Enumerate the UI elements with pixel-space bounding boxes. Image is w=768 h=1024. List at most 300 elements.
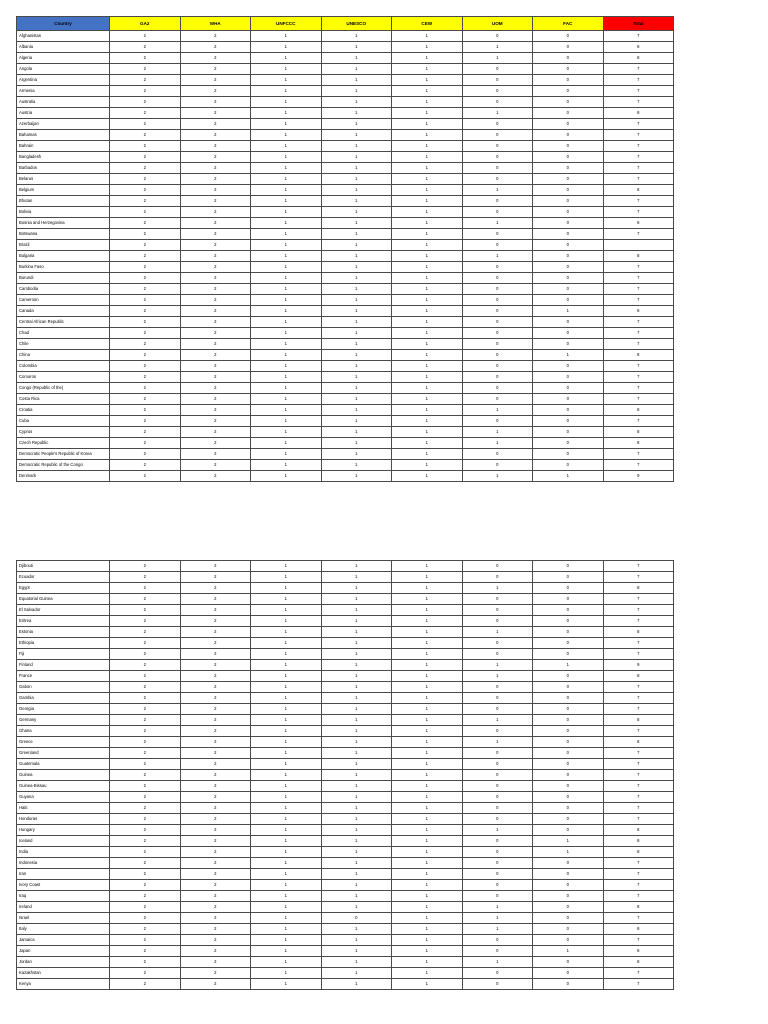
score-cell-unfccc: 1 bbox=[251, 682, 322, 693]
table-row bbox=[17, 141, 674, 152]
score-cell-cew: 1 bbox=[392, 583, 463, 594]
score-cell-cew: 1 bbox=[392, 262, 463, 273]
score-cell-wha: 2 bbox=[180, 229, 251, 240]
score-cell-cew: 1 bbox=[392, 847, 463, 858]
score-cell-uom: 0 bbox=[462, 97, 533, 108]
score-cell-unfccc: 1 bbox=[251, 594, 322, 605]
score-cell-wha: 2 bbox=[180, 97, 251, 108]
score-cell-cew: 1 bbox=[392, 693, 463, 704]
score-cell-total: 7 bbox=[603, 803, 674, 814]
score-cell-wha: 2 bbox=[180, 649, 251, 660]
score-cell-cew: 1 bbox=[392, 449, 463, 460]
score-cell-unesco: 1 bbox=[321, 262, 392, 273]
score-cell-fac: 0 bbox=[533, 97, 604, 108]
table-row bbox=[17, 427, 674, 438]
score-cell-unesco: 1 bbox=[321, 394, 392, 405]
score-cell-unfccc: 1 bbox=[251, 781, 322, 792]
score-cell-uom: 1 bbox=[462, 405, 533, 416]
score-cell-uom: 0 bbox=[462, 306, 533, 317]
score-cell-unfccc: 1 bbox=[251, 53, 322, 64]
score-cell-cew: 1 bbox=[392, 891, 463, 902]
score-cell-wha: 2 bbox=[180, 770, 251, 781]
score-cell-ga2: 2 bbox=[110, 671, 181, 682]
score-cell-fac: 0 bbox=[533, 207, 604, 218]
table-row bbox=[17, 913, 674, 924]
country-cell: Germany bbox=[17, 715, 110, 726]
country-cell: Bolivia bbox=[17, 207, 110, 218]
score-cell-uom: 0 bbox=[462, 262, 533, 273]
country-cell: Ivory Coast bbox=[17, 880, 110, 891]
country-cell: Algeria bbox=[17, 53, 110, 64]
score-cell-unesco: 1 bbox=[321, 946, 392, 957]
score-cell-unfccc: 1 bbox=[251, 561, 322, 572]
score-cell-ga2: 2 bbox=[110, 383, 181, 394]
score-cell-ga2: 2 bbox=[110, 328, 181, 339]
score-cell-fac: 0 bbox=[533, 726, 604, 737]
score-cell-total: 8 bbox=[603, 185, 674, 196]
score-cell-unesco: 1 bbox=[321, 284, 392, 295]
score-cell-wha: 2 bbox=[180, 163, 251, 174]
score-cell-uom: 0 bbox=[462, 946, 533, 957]
score-cell-fac: 0 bbox=[533, 979, 604, 990]
score-cell-total: 7 bbox=[603, 130, 674, 141]
score-cell-unesco: 1 bbox=[321, 682, 392, 693]
score-cell-uom: 0 bbox=[462, 141, 533, 152]
score-cell-unfccc: 1 bbox=[251, 163, 322, 174]
table-row bbox=[17, 891, 674, 902]
score-cell-unfccc: 1 bbox=[251, 240, 322, 251]
country-cell: Gabon bbox=[17, 682, 110, 693]
score-cell-ga2: 2 bbox=[110, 339, 181, 350]
score-cell-wha: 2 bbox=[180, 31, 251, 42]
score-cell-cew: 1 bbox=[392, 207, 463, 218]
score-cell-fac: 0 bbox=[533, 339, 604, 350]
score-cell-unfccc: 1 bbox=[251, 460, 322, 471]
score-cell-unesco: 1 bbox=[321, 75, 392, 86]
country-cell: Honduras bbox=[17, 814, 110, 825]
score-cell-wha: 2 bbox=[180, 968, 251, 979]
table-body bbox=[17, 561, 674, 990]
score-cell-fac: 0 bbox=[533, 394, 604, 405]
score-cell-unfccc: 1 bbox=[251, 671, 322, 682]
country-cell: Bangladesh bbox=[17, 152, 110, 163]
score-cell-uom: 1 bbox=[462, 660, 533, 671]
score-cell-total: 7 bbox=[603, 97, 674, 108]
header-row bbox=[17, 17, 674, 31]
table-row bbox=[17, 174, 674, 185]
score-cell-cew: 1 bbox=[392, 715, 463, 726]
score-cell-uom: 1 bbox=[462, 737, 533, 748]
score-cell-ga2: 2 bbox=[110, 880, 181, 891]
score-cell-ga2: 2 bbox=[110, 196, 181, 207]
score-cell-unfccc: 1 bbox=[251, 405, 322, 416]
score-cell-cew: 1 bbox=[392, 671, 463, 682]
score-cell-wha: 2 bbox=[180, 858, 251, 869]
score-cell-unfccc: 1 bbox=[251, 660, 322, 671]
score-cell-uom: 0 bbox=[462, 317, 533, 328]
score-cell-ga2: 2 bbox=[110, 858, 181, 869]
score-cell-cew: 1 bbox=[392, 759, 463, 770]
score-cell-wha: 2 bbox=[180, 53, 251, 64]
score-cell-wha: 2 bbox=[180, 594, 251, 605]
score-cell-total: 8 bbox=[603, 671, 674, 682]
score-cell-cew: 1 bbox=[392, 572, 463, 583]
score-cell-uom: 0 bbox=[462, 616, 533, 627]
table-row bbox=[17, 53, 674, 64]
country-cell: Armenia bbox=[17, 86, 110, 97]
score-cell-unesco: 1 bbox=[321, 361, 392, 372]
country-cell: Ireland bbox=[17, 902, 110, 913]
score-cell-total: 7 bbox=[603, 394, 674, 405]
score-cell-total: 7 bbox=[603, 361, 674, 372]
header-cew: CEW bbox=[392, 17, 463, 31]
score-cell-uom: 0 bbox=[462, 891, 533, 902]
country-cell: Burundi bbox=[17, 273, 110, 284]
score-cell-unesco: 1 bbox=[321, 748, 392, 759]
score-cell-unesco: 1 bbox=[321, 53, 392, 64]
score-cell-unfccc: 1 bbox=[251, 759, 322, 770]
score-cell-cew: 1 bbox=[392, 561, 463, 572]
score-cell-ga2: 2 bbox=[110, 902, 181, 913]
score-cell-unfccc: 1 bbox=[251, 328, 322, 339]
score-cell-total: 7 bbox=[603, 75, 674, 86]
score-cell-cew: 1 bbox=[392, 616, 463, 627]
score-cell-wha: 2 bbox=[180, 174, 251, 185]
score-cell-total: 7 bbox=[603, 460, 674, 471]
score-cell-ga2: 2 bbox=[110, 361, 181, 372]
table-row bbox=[17, 770, 674, 781]
score-cell-cew: 1 bbox=[392, 924, 463, 935]
score-cell-unfccc: 1 bbox=[251, 616, 322, 627]
table-row bbox=[17, 163, 674, 174]
score-cell-total: 7 bbox=[603, 880, 674, 891]
score-cell-total: 7 bbox=[603, 273, 674, 284]
score-cell-uom: 0 bbox=[462, 781, 533, 792]
country-cell: Jordan bbox=[17, 957, 110, 968]
score-cell-fac: 0 bbox=[533, 781, 604, 792]
score-cell-fac: 0 bbox=[533, 792, 604, 803]
score-cell-unfccc: 1 bbox=[251, 913, 322, 924]
score-cell-unfccc: 1 bbox=[251, 383, 322, 394]
score-cell-unfccc: 1 bbox=[251, 262, 322, 273]
score-cell-wha: 2 bbox=[180, 792, 251, 803]
table-row bbox=[17, 152, 674, 163]
score-cell-cew: 1 bbox=[392, 803, 463, 814]
score-cell-fac: 0 bbox=[533, 638, 604, 649]
score-cell-cew: 1 bbox=[392, 968, 463, 979]
score-cell-total: 7 bbox=[603, 682, 674, 693]
score-cell-unfccc: 1 bbox=[251, 891, 322, 902]
score-cell-ga2: 2 bbox=[110, 704, 181, 715]
score-cell-ga2: 2 bbox=[110, 968, 181, 979]
score-cell-unesco: 1 bbox=[321, 240, 392, 251]
header-total: Total bbox=[603, 17, 674, 31]
country-cell: Bahrain bbox=[17, 141, 110, 152]
score-cell-uom: 1 bbox=[462, 42, 533, 53]
table-body bbox=[17, 31, 674, 482]
score-cell-wha: 2 bbox=[180, 869, 251, 880]
country-cell: Afghanistan bbox=[17, 31, 110, 42]
score-cell-wha: 2 bbox=[180, 748, 251, 759]
score-cell-ga2: 2 bbox=[110, 979, 181, 990]
country-cell: Italy bbox=[17, 924, 110, 935]
country-cell: Central African Republic bbox=[17, 317, 110, 328]
score-cell-unfccc: 1 bbox=[251, 427, 322, 438]
score-cell-unfccc: 1 bbox=[251, 572, 322, 583]
score-cell-uom: 0 bbox=[462, 759, 533, 770]
table-row bbox=[17, 262, 674, 273]
score-cell-cew: 1 bbox=[392, 836, 463, 847]
country-cell: Czech Republic bbox=[17, 438, 110, 449]
score-cell-ga2: 2 bbox=[110, 781, 181, 792]
table-row bbox=[17, 350, 674, 361]
score-cell-ga2: 2 bbox=[110, 605, 181, 616]
country-cell: Japan bbox=[17, 946, 110, 957]
score-cell-cew: 1 bbox=[392, 913, 463, 924]
score-cell-fac: 0 bbox=[533, 737, 604, 748]
table-row bbox=[17, 306, 674, 317]
score-cell-total: 7 bbox=[603, 196, 674, 207]
score-cell-wha: 2 bbox=[180, 306, 251, 317]
country-cell: Haiti bbox=[17, 803, 110, 814]
score-cell-fac: 0 bbox=[533, 803, 604, 814]
score-cell-ga2: 2 bbox=[110, 295, 181, 306]
country-cell: Iraq bbox=[17, 891, 110, 902]
score-cell-total: 7 bbox=[603, 649, 674, 660]
score-cell-cew: 1 bbox=[392, 251, 463, 262]
table-row bbox=[17, 119, 674, 130]
score-cell-ga2: 2 bbox=[110, 31, 181, 42]
score-cell-unfccc: 1 bbox=[251, 649, 322, 660]
country-cell: Eritrea bbox=[17, 616, 110, 627]
score-cell-unesco: 1 bbox=[321, 218, 392, 229]
score-cell-cew: 1 bbox=[392, 704, 463, 715]
score-cell-uom: 0 bbox=[462, 361, 533, 372]
score-cell-ga2: 2 bbox=[110, 825, 181, 836]
table-row bbox=[17, 394, 674, 405]
score-cell-wha: 2 bbox=[180, 350, 251, 361]
score-cell-fac: 0 bbox=[533, 759, 604, 770]
score-cell-ga2: 2 bbox=[110, 460, 181, 471]
table-row bbox=[17, 649, 674, 660]
score-cell-unfccc: 1 bbox=[251, 627, 322, 638]
score-cell-fac: 0 bbox=[533, 383, 604, 394]
score-cell-ga2: 2 bbox=[110, 163, 181, 174]
score-cell-unesco: 1 bbox=[321, 781, 392, 792]
score-cell-fac: 0 bbox=[533, 108, 604, 119]
score-cell-ga2: 2 bbox=[110, 108, 181, 119]
score-cell-total: 7 bbox=[603, 693, 674, 704]
score-cell-unfccc: 1 bbox=[251, 218, 322, 229]
score-cell-cew: 1 bbox=[392, 240, 463, 251]
score-cell-fac: 0 bbox=[533, 605, 604, 616]
score-cell-unfccc: 1 bbox=[251, 207, 322, 218]
score-cell-uom: 0 bbox=[462, 75, 533, 86]
score-cell-ga2: 2 bbox=[110, 174, 181, 185]
score-cell-unfccc: 1 bbox=[251, 185, 322, 196]
score-cell-unfccc: 1 bbox=[251, 693, 322, 704]
score-cell-cew: 1 bbox=[392, 339, 463, 350]
score-cell-wha: 2 bbox=[180, 671, 251, 682]
score-cell-wha: 2 bbox=[180, 141, 251, 152]
country-cell: El Salvador bbox=[17, 605, 110, 616]
score-cell-ga2: 2 bbox=[110, 836, 181, 847]
table-row bbox=[17, 726, 674, 737]
score-cell-unfccc: 1 bbox=[251, 902, 322, 913]
table-row bbox=[17, 64, 674, 75]
score-cell-ga2: 2 bbox=[110, 715, 181, 726]
table-row bbox=[17, 405, 674, 416]
score-cell-fac: 0 bbox=[533, 438, 604, 449]
score-cell-ga2: 2 bbox=[110, 229, 181, 240]
score-cell-cew: 1 bbox=[392, 781, 463, 792]
score-cell-total: 7 bbox=[603, 372, 674, 383]
score-cell-unfccc: 1 bbox=[251, 638, 322, 649]
score-cell-ga2: 2 bbox=[110, 649, 181, 660]
country-cell: Guinea bbox=[17, 770, 110, 781]
score-cell-unfccc: 1 bbox=[251, 968, 322, 979]
score-cell-unesco: 1 bbox=[321, 847, 392, 858]
score-cell-wha: 2 bbox=[180, 627, 251, 638]
country-cell: Barbados bbox=[17, 163, 110, 174]
score-cell-ga2: 2 bbox=[110, 583, 181, 594]
score-cell-ga2: 2 bbox=[110, 759, 181, 770]
score-cell-unesco: 1 bbox=[321, 108, 392, 119]
score-cell-ga2: 2 bbox=[110, 561, 181, 572]
score-cell-ga2: 2 bbox=[110, 306, 181, 317]
score-cell-wha: 2 bbox=[180, 902, 251, 913]
score-cell-ga2: 2 bbox=[110, 130, 181, 141]
score-cell-fac: 0 bbox=[533, 924, 604, 935]
score-cell-wha: 2 bbox=[180, 196, 251, 207]
table-row bbox=[17, 638, 674, 649]
score-cell-cew: 1 bbox=[392, 328, 463, 339]
score-cell-fac: 0 bbox=[533, 671, 604, 682]
score-cell-uom: 1 bbox=[462, 825, 533, 836]
header-wha: WHA bbox=[180, 17, 251, 31]
score-cell-wha: 2 bbox=[180, 781, 251, 792]
country-cell: Estonia bbox=[17, 627, 110, 638]
score-cell-fac: 0 bbox=[533, 814, 604, 825]
score-cell-unesco: 1 bbox=[321, 770, 392, 781]
score-cell-wha: 2 bbox=[180, 605, 251, 616]
score-cell-fac: 0 bbox=[533, 218, 604, 229]
score-cell-unfccc: 1 bbox=[251, 350, 322, 361]
score-cell-unfccc: 1 bbox=[251, 75, 322, 86]
score-cell-wha: 2 bbox=[180, 693, 251, 704]
score-cell-unfccc: 1 bbox=[251, 42, 322, 53]
score-cell-ga2: 2 bbox=[110, 42, 181, 53]
table-row bbox=[17, 880, 674, 891]
score-cell-fac: 0 bbox=[533, 704, 604, 715]
score-cell-total: 7 bbox=[603, 449, 674, 460]
country-cell: Indonesia bbox=[17, 858, 110, 869]
score-cell-wha: 2 bbox=[180, 759, 251, 770]
score-cell-wha: 2 bbox=[180, 715, 251, 726]
score-cell-total: 7 bbox=[603, 891, 674, 902]
score-cell-fac: 1 bbox=[533, 350, 604, 361]
score-cell-cew: 1 bbox=[392, 42, 463, 53]
country-cell: Democratic People's Republic of Korea bbox=[17, 449, 110, 460]
score-cell-ga2: 2 bbox=[110, 616, 181, 627]
score-cell-uom: 1 bbox=[462, 53, 533, 64]
score-cell-unesco: 1 bbox=[321, 572, 392, 583]
score-cell-unesco: 1 bbox=[321, 196, 392, 207]
score-cell-wha: 2 bbox=[180, 218, 251, 229]
table-row bbox=[17, 449, 674, 460]
score-cell-uom: 1 bbox=[462, 427, 533, 438]
score-cell-ga2: 2 bbox=[110, 891, 181, 902]
header-unfccc: UNFCCC bbox=[251, 17, 322, 31]
score-cell-unfccc: 1 bbox=[251, 31, 322, 42]
score-cell-uom: 0 bbox=[462, 119, 533, 130]
country-cell: Bahamas bbox=[17, 130, 110, 141]
score-cell-uom: 0 bbox=[462, 394, 533, 405]
score-cell-wha: 2 bbox=[180, 737, 251, 748]
score-cell-fac: 0 bbox=[533, 53, 604, 64]
score-cell-uom: 1 bbox=[462, 251, 533, 262]
score-cell-cew: 1 bbox=[392, 471, 463, 482]
score-cell-unfccc: 1 bbox=[251, 748, 322, 759]
score-cell-total: 7 bbox=[603, 229, 674, 240]
score-cell-total: 7 bbox=[603, 317, 674, 328]
score-cell-unfccc: 1 bbox=[251, 704, 322, 715]
score-cell-total: 7 bbox=[603, 979, 674, 990]
score-cell-uom: 1 bbox=[462, 218, 533, 229]
table-row bbox=[17, 759, 674, 770]
score-cell-wha: 2 bbox=[180, 572, 251, 583]
score-cell-unesco: 1 bbox=[321, 471, 392, 482]
score-cell-fac: 0 bbox=[533, 273, 604, 284]
score-cell-total: 7 bbox=[603, 759, 674, 770]
score-cell-cew: 1 bbox=[392, 427, 463, 438]
score-cell-unesco: 1 bbox=[321, 825, 392, 836]
score-cell-uom: 0 bbox=[462, 968, 533, 979]
score-cell-ga2: 2 bbox=[110, 792, 181, 803]
score-cell-unesco: 1 bbox=[321, 561, 392, 572]
score-cell-uom: 0 bbox=[462, 372, 533, 383]
score-cell-unfccc: 1 bbox=[251, 836, 322, 847]
score-cell-fac: 0 bbox=[533, 42, 604, 53]
score-cell-uom: 0 bbox=[462, 229, 533, 240]
score-cell-total: 8 bbox=[603, 715, 674, 726]
table-row bbox=[17, 339, 674, 350]
score-cell-fac: 0 bbox=[533, 869, 604, 880]
table-row bbox=[17, 196, 674, 207]
score-cell-uom: 1 bbox=[462, 627, 533, 638]
score-cell-fac: 0 bbox=[533, 891, 604, 902]
score-cell-fac: 0 bbox=[533, 460, 604, 471]
header-uom: UOM bbox=[462, 17, 533, 31]
table-header bbox=[17, 17, 674, 31]
table-row bbox=[17, 935, 674, 946]
score-cell-wha: 2 bbox=[180, 130, 251, 141]
score-cell-unfccc: 1 bbox=[251, 814, 322, 825]
table-row bbox=[17, 460, 674, 471]
table-row bbox=[17, 86, 674, 97]
score-cell-cew: 1 bbox=[392, 163, 463, 174]
score-cell-wha: 2 bbox=[180, 471, 251, 482]
score-cell-wha: 2 bbox=[180, 251, 251, 262]
score-cell-ga2: 2 bbox=[110, 957, 181, 968]
score-cell-wha: 2 bbox=[180, 682, 251, 693]
country-cell: Argentina bbox=[17, 75, 110, 86]
score-cell-unfccc: 1 bbox=[251, 361, 322, 372]
table-row bbox=[17, 682, 674, 693]
score-cell-unesco: 1 bbox=[321, 273, 392, 284]
score-cell-total: 7 bbox=[603, 935, 674, 946]
score-cell-ga2: 2 bbox=[110, 869, 181, 880]
